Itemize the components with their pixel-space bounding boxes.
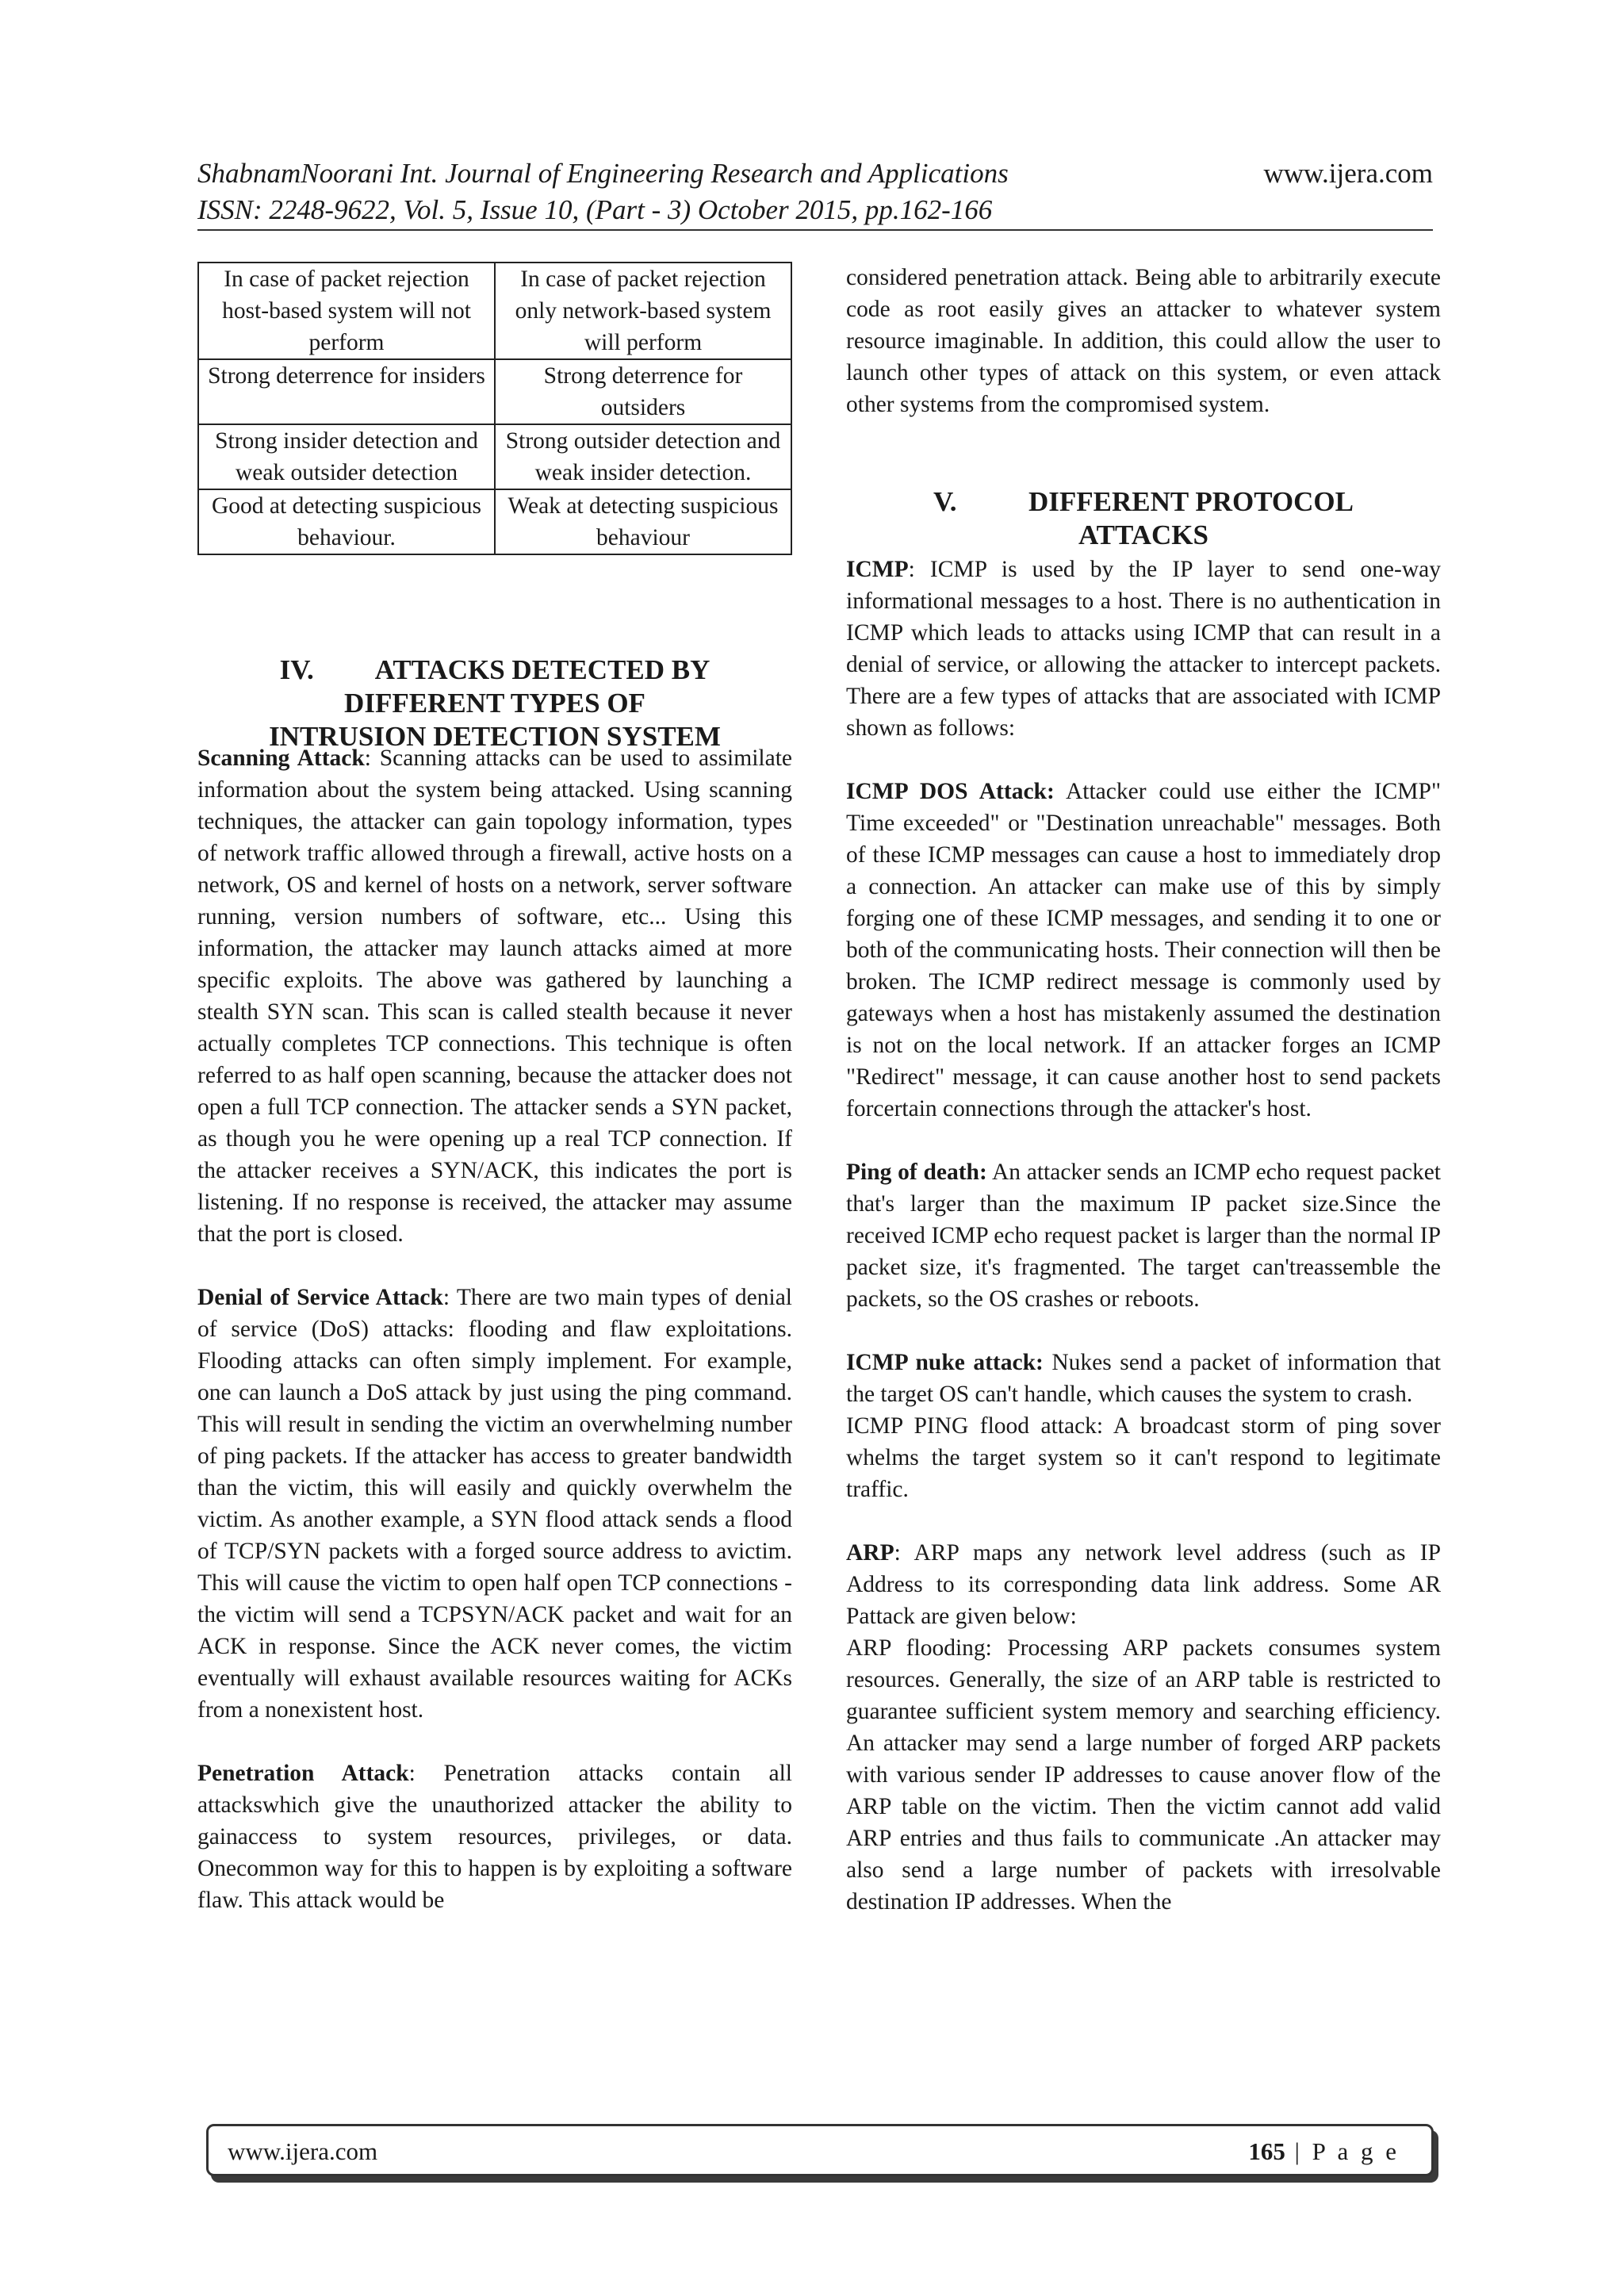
left-column bbox=[197, 742, 792, 1916]
table-cell: Strong deterrence for insiders bbox=[198, 359, 495, 424]
term-heading: Penetration Attack bbox=[197, 1761, 409, 1786]
section-5-heading bbox=[846, 485, 1441, 552]
page-number: 165 | P a g e bbox=[1248, 2137, 1400, 2165]
journal-citation-line: ShabnamNoorani Int. Journal of Engineering Research and Applications bbox=[197, 158, 1009, 189]
section-number: IV. bbox=[279, 654, 314, 685]
running-header bbox=[197, 155, 1433, 228]
table-cell: Strong deterrence for outsiders bbox=[495, 359, 791, 424]
paragraph-arp-flooding: ARP flooding: Processing ARP packets consumes system resources. Generally, the size of an ARP table is restricted to guarantee sufficient system memory and searching efficiency. An attacker may send a large number of forged ARP packets with various sender IP addresses to cause anover flow of the ARP table on the victim. Then the victim cannot add valid ARP entries and thus fails to communicate .An attacker may also send a large number of packets with irresolvable destination IP addresses. When the bbox=[846, 1635, 1441, 1915]
table-cell: In case of packet rejection only network-based system will perform bbox=[495, 263, 791, 359]
term-heading: Denial of Service Attack bbox=[197, 1285, 443, 1310]
right-column bbox=[846, 262, 1441, 420]
term-heading: Ping of death: bbox=[846, 1159, 987, 1185]
table-cell: Weak at detecting suspicious behaviour bbox=[495, 489, 791, 554]
table-row bbox=[198, 424, 791, 489]
term-heading: ICMP bbox=[846, 557, 909, 582]
comparison-table bbox=[197, 262, 792, 555]
term-heading: ICMP nuke attack: bbox=[846, 1350, 1044, 1375]
table-cell: Good at detecting suspicious behaviour. bbox=[198, 489, 495, 554]
section-title-line: DIFFERENT PROTOCOL bbox=[1028, 486, 1354, 517]
table-cell: In case of packet rejection host-based system will not perform bbox=[198, 263, 495, 359]
section-4-heading bbox=[197, 654, 792, 753]
paragraph-icmp-nuke: ICMP nuke attack: Nukes send a packet of information that the target OS can't handle, which causes the system to crash. bbox=[846, 1350, 1441, 1407]
table-cell: Strong outsider detection and weak insider detection. bbox=[495, 424, 791, 489]
term-heading: Scanning Attack bbox=[197, 746, 365, 771]
paragraph-scanning-attack: Scanning Attack: Scanning attacks can be used to assimilate information about the system being attacked. Using scanning techniques, the attacker can gain topology information, types of network traffic allowed through a firewall, active hosts on a network, OS and kernel of hosts on a network, server software running, version numbers of software, etc... Using this information, the attacker may launch attacks aimed at more specific exploits. The above was gathered by launching a stealth SYN scan. This scan is called stealth because it never actually completes TCP connections. This technique is often referred to as half open scanning, because the attacker does not open a full TCP connection. The attacker sends a SYN packet, as though you he were opening up a real TCP connection. If the attacker receives a SYN/ACK, this indicates the port is listening. If no response is received, the attacker may assume that the port is closed. bbox=[197, 746, 792, 1247]
paragraph-ping-of-death: Ping of death: An attacker sends an ICMP echo request packet that's larger than the maximum IP packet size.Since the received ICMP echo request packet is larger than the normal IP packet size, it's fragmented. The target can'treassemble the packets, so the OS crashes or reboots. bbox=[846, 1159, 1442, 1312]
section-title-line: ATTACKS DETECTED BY bbox=[374, 654, 710, 685]
section-title-line: DIFFERENT TYPES OF bbox=[344, 688, 645, 719]
table-row bbox=[198, 359, 791, 424]
paragraph-icmp-ping-flood: ICMP PING flood attack: A broadcast storm of ping sover whelms the target system so it can't respond to legitimate traffic. bbox=[846, 1413, 1441, 1502]
paragraph-penetration-continued: considered penetration attack. Being able to arbitrarily execute code as root easily gives an attacker to whatever system resource imaginable. In addition, this could allow the user to launch other types of attack on this system, or even attack other systems from the compromised system. bbox=[846, 265, 1441, 417]
paragraph-penetration-attack: Penetration Attack: Penetration attacks contain all attackswhich give the unauthorized attacker the ability to gainaccess to system resources, privileges, or data. Onecommon way for this to happen is by exploiting a software flaw. This attack would be bbox=[197, 1761, 792, 1913]
header-divider bbox=[197, 229, 1433, 231]
page-footer bbox=[206, 2124, 1434, 2176]
paragraph-icmp-dos: ICMP DOS Attack: Attacker could use either the ICMP" Time exceeded" or "Destination unreachable" messages. Both of these ICMP messages can cause a host to immediately drop a connection. An attacker can make use of this by simply forging one of these ICMP messages, and sending it to one or both of the communicating hosts. Their connection will then be broken. The ICMP redirect message is commonly used by gateways when a host has mistakenly assumed the destination is not on the local network. If an attacker forges an ICMP "Redirect" message, it can cause another host to send packets forcertain connections through the attacker's host. bbox=[846, 779, 1441, 1121]
term-heading: ARP bbox=[846, 1540, 894, 1566]
footer-website[interactable]: www.ijera.com bbox=[228, 2137, 378, 2165]
table-cell: Strong insider detection and weak outsider detection bbox=[198, 424, 495, 489]
issn-line: ISSN: 2248-9622, Vol. 5, Issue 10, (Part - 3) October 2015, pp.162-166 bbox=[197, 194, 993, 225]
paragraph-arp: ARP: ARP maps any network level address (such as IP Address to its corresponding data link address. Some AR Pattack are given below: bbox=[846, 1540, 1441, 1629]
paragraph-dos-attack: Denial of Service Attack: There are two main types of denial of service (DoS) attacks: flooding and flaw exploitations. Flooding attacks can often simply implement. For example, one can launch a DoS attack by just using the ping command. This will result in sending the victim an overwhelming number of ping packets. If the attacker has access to greater bandwidth than the victim, this will easily and quickly overwhelm the victim. As another example, a SYN flood attack sends a flood of TCP/SYN packets with a forged source address to avictim. This will cause the victim to open half open TCP connections - the victim will send a TCPSYN/ACK packet and wait for an ACK in response. Since the ACK never comes, the victim eventually will exhaust available resources waiting for ACKs from a nonexistent host. bbox=[197, 1285, 792, 1723]
journal-website[interactable]: www.ijera.com bbox=[1263, 158, 1433, 189]
section-number: V. bbox=[933, 486, 957, 517]
term-heading: ICMP DOS Attack: bbox=[846, 779, 1055, 804]
right-column-lower bbox=[846, 554, 1441, 1918]
section-title-line: ATTACKS bbox=[1078, 519, 1208, 550]
paragraph-icmp: ICMP: ICMP is used by the IP layer to send one-way informational messages to a host. There is no authentication in ICMP which leads to attacks using ICMP that can result in a denial of service, or allowing the attacker to intercept packets. There are a few types of attacks that are associated with ICMP shown as follows: bbox=[846, 557, 1441, 741]
table-row bbox=[198, 263, 791, 359]
section-title-line: INTRUSION DETECTION SYSTEM bbox=[269, 721, 721, 752]
table-row bbox=[198, 489, 791, 554]
